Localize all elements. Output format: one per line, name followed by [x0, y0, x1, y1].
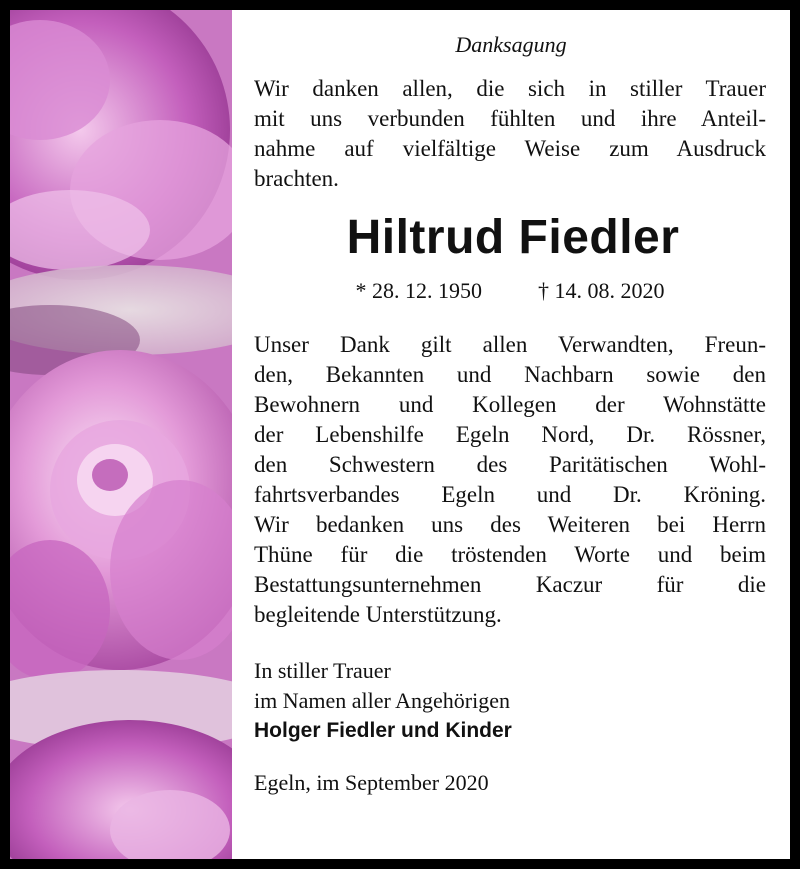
body-line: Wir bedanken uns des Weiteren bei Herrn	[254, 512, 766, 537]
place-date: Egeln, im September 2020	[254, 770, 489, 795]
body-line: Bestattungsunternehmen Kaczur für die	[254, 572, 766, 597]
signoff-line: In stiller Trauer	[254, 658, 391, 683]
body-line: Thüne für die tröstenden Worte und beim	[254, 542, 766, 567]
roses-illustration	[10, 10, 232, 859]
life-dates	[254, 276, 766, 306]
intro-paragraph	[254, 74, 766, 194]
intro-line: nahme auf vielfältige Weise zum Ausdruck	[254, 136, 766, 161]
thanks-paragraph	[254, 330, 766, 630]
body-line: fahrtsverbandes Egeln und Dr. Kröning.	[254, 482, 766, 507]
signoff	[254, 656, 766, 746]
obituary-notice	[10, 10, 790, 859]
body-line: den, Bekannten und Nachbarn sowie den	[254, 362, 766, 387]
intro-line: mit uns verbunden fühlten und ihre Anteil-	[254, 106, 766, 131]
birth-date: * 28. 12. 1950	[355, 278, 482, 303]
body-line: den Schwestern des Paritätischen Wohl-	[254, 452, 766, 477]
death-date: † 14. 08. 2020	[538, 278, 665, 303]
signoff-line: im Namen aller Angehörigen	[254, 688, 510, 713]
pink-roses-photo	[10, 10, 232, 859]
body-line: Bewohnern und Kollegen der Wohnstätte	[254, 392, 766, 417]
notice-heading: Danksagung	[455, 32, 567, 57]
notice-text	[254, 30, 766, 798]
signoff-names: Holger Fiedler und Kinder	[254, 719, 512, 742]
body-line: begleitende Unterstützung.	[254, 602, 502, 627]
intro-line: brachten.	[254, 166, 339, 191]
intro-line: Wir danken allen, die sich in stiller Trauer	[254, 76, 766, 101]
body-line: Unser Dank gilt allen Verwandten, Freun-	[254, 332, 766, 357]
deceased-name: Hiltrud Fiedler	[346, 211, 680, 264]
body-line: der Lebenshilfe Egeln Nord, Dr. Rössner,	[254, 422, 766, 447]
